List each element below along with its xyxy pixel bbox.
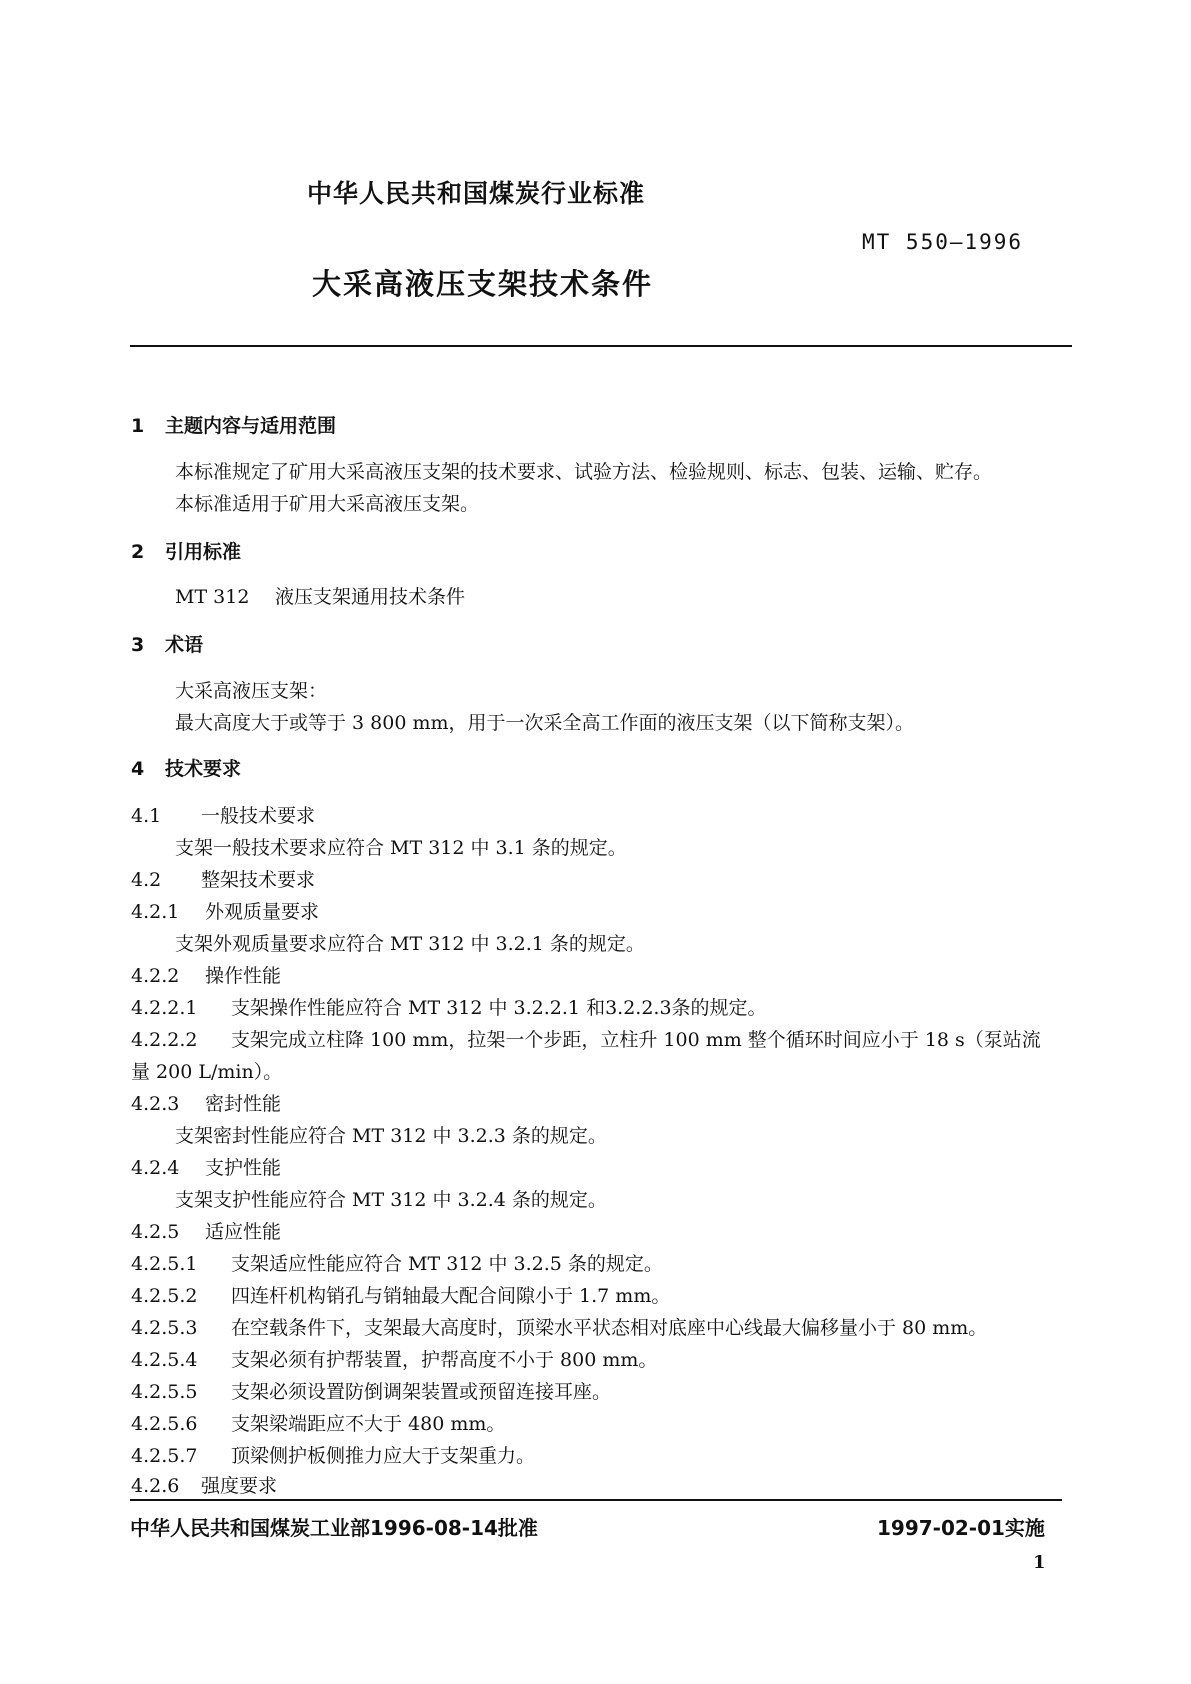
clause-number: 4.2.5.1 — [131, 1253, 198, 1275]
clause-body: 支架外观质量要求应符合 MT 312 中 3.2.1 条的规定。 — [175, 933, 645, 955]
section-title: 技术要求 — [165, 758, 242, 780]
footer-divider — [130, 1499, 1062, 1501]
standard-title: 中华人民共和国煤炭行业标准 — [307, 179, 646, 208]
clause — [131, 996, 767, 1020]
clause-body: 支架支护性能应符合 MT 312 中 3.2.4 条的规定。 — [175, 1189, 607, 1211]
section-3-heading — [131, 633, 203, 657]
page-number: 1 — [1033, 1552, 1046, 1573]
clause — [131, 1220, 281, 1244]
clause-text: 支护性能 — [205, 1157, 282, 1179]
section-title: 主题内容与适用范围 — [165, 415, 337, 437]
clause-continuation: 量 200 L/min）。 — [131, 1061, 283, 1083]
clause — [131, 1284, 670, 1308]
section-1-heading — [131, 414, 336, 438]
clause-text: 外观质量要求 — [205, 901, 320, 923]
clause-number: 4.2.3 — [131, 1093, 180, 1115]
effective-date: 1997-02-01实施 — [877, 1516, 1045, 1540]
reference-title: 液压支架通用技术条件 — [275, 586, 466, 608]
clause-number: 4.2.6 — [131, 1475, 180, 1497]
approval-statement: 中华人民共和国煤炭工业部1996-08-14批准 — [130, 1516, 538, 1540]
clause-number: 4.2 — [131, 869, 162, 891]
clause-number: 4.2.5.5 — [131, 1381, 198, 1403]
clause-text: 密封性能 — [205, 1093, 282, 1115]
clause-body: 支架密封性能应符合 MT 312 中 3.2.3 条的规定。 — [175, 1125, 607, 1147]
section-2-heading — [131, 540, 241, 564]
clause — [131, 1474, 277, 1498]
clause-text: 适应性能 — [205, 1221, 282, 1243]
term-name: 大采高液压支架： — [175, 680, 328, 702]
clause-number: 4.2.5.4 — [131, 1349, 198, 1371]
clause — [131, 1412, 505, 1436]
clause-number: 4.2.2.1 — [131, 997, 198, 1019]
section-title: 引用标准 — [165, 541, 242, 563]
clause-text: 支架适应性能应符合 MT 312 中 3.2.5 条的规定。 — [231, 1253, 663, 1275]
clause — [131, 1092, 281, 1116]
clause — [131, 1252, 663, 1276]
clause-text: 强度要求 — [201, 1475, 278, 1497]
clause — [131, 964, 281, 988]
section-number: 3 — [131, 634, 145, 656]
section-number: 1 — [131, 415, 145, 437]
clause-number: 4.2.2.2 — [131, 1029, 198, 1051]
clause-number: 4.2.5.7 — [131, 1445, 198, 1467]
clause-number: 4.2.5.6 — [131, 1413, 198, 1435]
clause-number: 4.2.1 — [131, 901, 180, 923]
clause-text: 支架必须设置防倒调架装置或预留连接耳座。 — [231, 1381, 612, 1403]
section-4-heading — [131, 757, 241, 781]
clause — [131, 1348, 657, 1372]
section-number: 2 — [131, 541, 145, 563]
clause — [131, 1316, 987, 1340]
clause — [131, 1380, 611, 1404]
clause — [131, 1028, 1041, 1052]
clause-number: 4.2.5 — [131, 1221, 180, 1243]
clause — [131, 1156, 281, 1180]
clause-text: 一般技术要求 — [201, 805, 316, 827]
clause — [131, 868, 315, 892]
clause — [131, 1444, 535, 1468]
clause — [131, 900, 319, 924]
clause-number: 4.2.2 — [131, 965, 180, 987]
clause-text: 整架技术要求 — [201, 869, 316, 891]
header-divider — [130, 345, 1072, 347]
section-1-paragraph-2: 本标准适用于矿用大采高液压支架。 — [175, 493, 480, 515]
clause-number: 4.2.4 — [131, 1157, 180, 1179]
reference-code: MT 312 — [175, 586, 250, 608]
clause-text: 四连杆机构销孔与销轴最大配合间隙小于 1.7 mm。 — [231, 1285, 671, 1307]
term-definition: 最大高度大于或等于 3 800 mm，用于一次采全高工作面的液压支架（以下简称支架）。 — [175, 712, 915, 734]
clause-text: 顶梁侧护板侧推力应大于支架重力。 — [231, 1445, 536, 1467]
clause-body: 支架一般技术要求应符合 MT 312 中 3.1 条的规定。 — [175, 837, 627, 859]
clause-number: 4.2.5.2 — [131, 1285, 198, 1307]
standard-code: MT 550—1996 — [862, 230, 1024, 254]
clause-text: 支架梁端距应不大于 480 mm。 — [231, 1413, 506, 1435]
clause — [131, 804, 315, 828]
section-number: 4 — [131, 758, 145, 780]
clause-text: 支架完成立柱降 100 mm，拉架一个步距，立柱升 100 mm 整个循环时间应小于 18 s（泵站流 — [231, 1029, 1041, 1051]
clause-number: 4.1 — [131, 805, 162, 827]
clause-text: 支架操作性能应符合 MT 312 中 3.2.2.1 和3.2.2.3条的规定。 — [231, 997, 767, 1019]
clause-text: 操作性能 — [205, 965, 282, 987]
reference-item — [175, 585, 465, 609]
clause-number: 4.2.5.3 — [131, 1317, 198, 1339]
section-1-paragraph-1: 本标准规定了矿用大采高液压支架的技术要求、试验方法、检验规则、标志、包装、运输、贮存。 — [175, 461, 993, 483]
clause-text: 支架必须有护帮装置，护帮高度不小于 800 mm。 — [231, 1349, 658, 1371]
section-title: 术语 — [165, 634, 204, 656]
clause-text: 在空载条件下，支架最大高度时，顶梁水平状态相对底座中心线最大偏移量小于 80 mm。 — [231, 1317, 988, 1339]
document-title: 大采高液压支架技术条件 — [312, 267, 654, 301]
